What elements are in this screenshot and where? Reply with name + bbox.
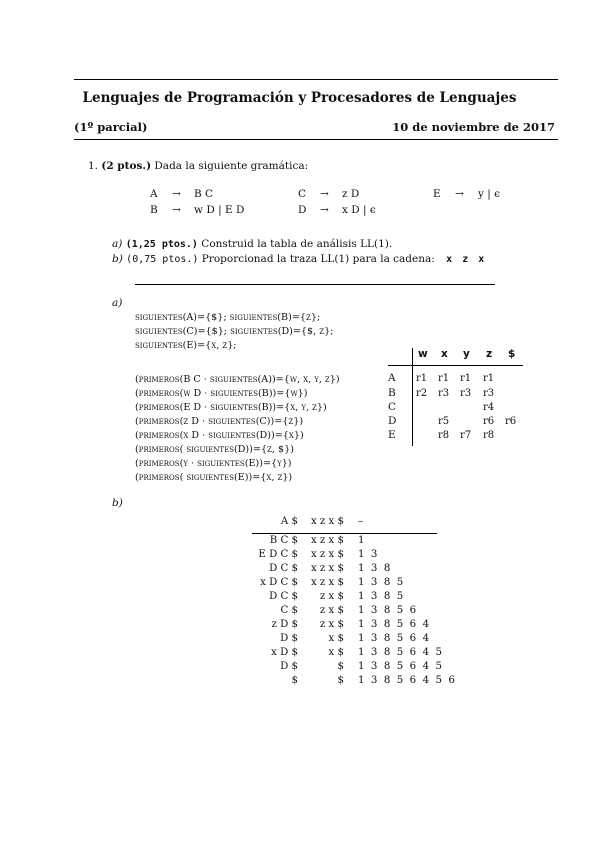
grammar-lhs: C <box>298 188 307 200</box>
trace-row <box>240 563 440 577</box>
grammar-rhs: B C <box>194 188 214 200</box>
table-cell: r1 <box>483 373 495 384</box>
grammar-arrow: → <box>172 204 181 216</box>
trace-output: 1 3 <box>358 549 380 560</box>
table-cell: r7 <box>460 430 472 441</box>
trace-row <box>240 605 440 619</box>
table-header-cell: y <box>463 348 470 360</box>
table-cell: r2 <box>416 388 428 399</box>
trace-output: 1 3 8 5 6 4 5 6 <box>358 675 457 686</box>
question-intro: Dada la siguiente gramática: <box>154 160 309 172</box>
answer-a-label: a) <box>112 297 123 309</box>
trace-stack: B C $ <box>269 535 298 546</box>
trace-input: x z x $ <box>310 549 344 560</box>
grammar-rhs: w D | E D <box>194 204 245 216</box>
follow-line: siguientes(E)={x, z}; <box>135 340 237 351</box>
question-number: 1. <box>88 160 99 172</box>
trace-output: 1 3 8 5 6 <box>358 605 418 616</box>
table-row-label: B <box>388 387 396 399</box>
table-cell: r1 <box>438 373 450 384</box>
first-line: (primeros(B C · siguientes(A))={w, x, y, z}) <box>135 374 340 385</box>
follow-line: siguientes(C)={$}; siguientes(D)={$, z}; <box>135 326 334 337</box>
first-line: (primeros( siguientes(E))={x, z}) <box>135 472 293 483</box>
part-text: Proporcionad la traza LL(1) para la cadena: <box>201 253 435 265</box>
follow-line: siguientes(A)={$}; siguientes(B)={z}; <box>135 312 321 323</box>
table-cell: r8 <box>483 430 495 441</box>
part-a <box>112 238 392 250</box>
trace-input: $ <box>337 661 344 672</box>
part-b <box>112 253 486 265</box>
first-line: (primeros(y · siguientes(E))={y}) <box>135 458 292 469</box>
table-cell: r3 <box>483 388 495 399</box>
trace-row <box>240 633 440 647</box>
trace-input: x z x $ <box>310 535 344 546</box>
grammar-arrow: → <box>320 204 329 216</box>
trace-stack: D C $ <box>269 563 298 574</box>
grammar-lhs: B <box>150 204 158 216</box>
trace-output: – <box>358 516 365 527</box>
trace-row <box>240 591 440 605</box>
exam-label: (1º parcial) <box>74 120 148 134</box>
part-text: Construid la tabla de análisis LL(1). <box>201 238 393 250</box>
trace-row <box>240 535 440 549</box>
grammar-lhs: A <box>150 188 158 200</box>
table-header-cell: w <box>418 348 428 360</box>
answer-b-label: b) <box>112 497 123 509</box>
table-row-label: C <box>388 401 397 413</box>
table-row-label: E <box>388 429 396 441</box>
trace-input: x z x $ <box>310 516 344 527</box>
trace-stack: D C $ <box>269 591 298 602</box>
trace-input: x z x $ <box>310 577 344 588</box>
trace-stack: C $ <box>280 605 298 616</box>
trace-row <box>240 661 444 675</box>
table-header-cell: $ <box>508 348 516 360</box>
table-cell: r3 <box>438 388 450 399</box>
trace-row <box>240 619 440 633</box>
trace-stack: z D $ <box>271 619 298 630</box>
trace-output: 1 3 8 5 6 4 5 <box>358 661 444 672</box>
answer-separator <box>135 284 495 285</box>
part-points: (1,25 ptos.) <box>125 239 198 250</box>
table-vertical-rule <box>412 348 413 446</box>
grammar-arrow: → <box>320 188 329 200</box>
trace-row <box>240 647 444 661</box>
trace-input: z x $ <box>319 619 344 630</box>
table-cell: r4 <box>483 402 495 413</box>
trace-stack: x D $ <box>271 647 298 658</box>
trace-stack: x D C $ <box>260 577 298 588</box>
table-cell: r5 <box>438 416 450 427</box>
grammar-lhs: E <box>433 188 441 200</box>
grammar-rhs: x D | ϵ <box>342 204 376 216</box>
table-cell: r6 <box>483 416 495 427</box>
page-title: Lenguajes de Programación y Procesadores de Lenguajes <box>82 90 517 106</box>
table-row-label: A <box>388 372 396 384</box>
table-cell: r6 <box>505 416 517 427</box>
part-label: a) <box>112 238 123 250</box>
table-header-cell: z <box>486 348 493 360</box>
grammar-arrow: → <box>455 188 464 200</box>
part-points: (0,75 ptos.) <box>126 254 199 265</box>
grammar <box>0 188 599 224</box>
question-statement <box>88 160 308 172</box>
input-string: x z x <box>446 254 487 265</box>
trace-output: 1 <box>358 535 367 546</box>
trace-row <box>240 549 440 563</box>
table-cell: r1 <box>460 373 472 384</box>
trace-output: 1 3 8 <box>358 563 392 574</box>
grammar-rhs: y | ϵ <box>478 188 501 200</box>
header-rule <box>74 139 558 140</box>
grammar-rhs: z D <box>342 188 360 200</box>
first-line: (primeros(x D · siguientes(D))={x}) <box>135 430 304 441</box>
first-line: (primeros(z D · siguientes(C))={z}) <box>135 416 304 427</box>
trace-stack: D $ <box>280 633 298 644</box>
trace-output: 1 3 8 5 6 4 <box>358 633 431 644</box>
trace-output: 1 3 8 5 <box>358 577 405 588</box>
first-line: (primeros( siguientes(D))={z, $}) <box>135 444 294 455</box>
ll1-table <box>388 348 528 468</box>
trace-row <box>240 577 440 591</box>
trace-output: 1 3 8 5 <box>358 591 405 602</box>
trace-input: z x $ <box>319 605 344 616</box>
grammar-arrow: → <box>172 188 181 200</box>
trace-output: 1 3 8 5 6 4 5 <box>358 647 444 658</box>
trace-input: x z x $ <box>310 563 344 574</box>
trace-stack: E D C $ <box>258 549 298 560</box>
top-rule <box>74 79 558 80</box>
trace-stack: A $ <box>280 516 298 527</box>
trace-output: 1 3 8 5 6 4 <box>358 619 431 630</box>
trace-input: $ <box>337 675 344 686</box>
first-line: (primeros(E D · siguientes(B))={x, y, z}) <box>135 402 327 413</box>
trace-input: x $ <box>328 633 344 644</box>
grammar-lhs: D <box>298 204 307 216</box>
trace-input: x $ <box>328 647 344 658</box>
table-header-cell: x <box>441 348 448 360</box>
table-header-rule <box>388 365 523 366</box>
trace-header-rule <box>252 533 437 534</box>
exam-date: 10 de noviembre de 2017 <box>392 120 555 134</box>
trace-input: z x $ <box>319 591 344 602</box>
table-row-label: D <box>388 415 397 427</box>
trace-stack: D $ <box>280 661 298 672</box>
trace-stack: $ <box>291 675 298 686</box>
first-line: (primeros(w D · siguientes(B))={w}) <box>135 388 308 399</box>
question-points: (2 ptos.) <box>101 160 152 172</box>
table-cell: r1 <box>416 373 428 384</box>
trace-header-row <box>240 516 440 530</box>
trace-row <box>240 675 457 689</box>
table-cell: r8 <box>438 430 450 441</box>
table-cell: r3 <box>460 388 472 399</box>
part-label: b) <box>112 253 123 265</box>
